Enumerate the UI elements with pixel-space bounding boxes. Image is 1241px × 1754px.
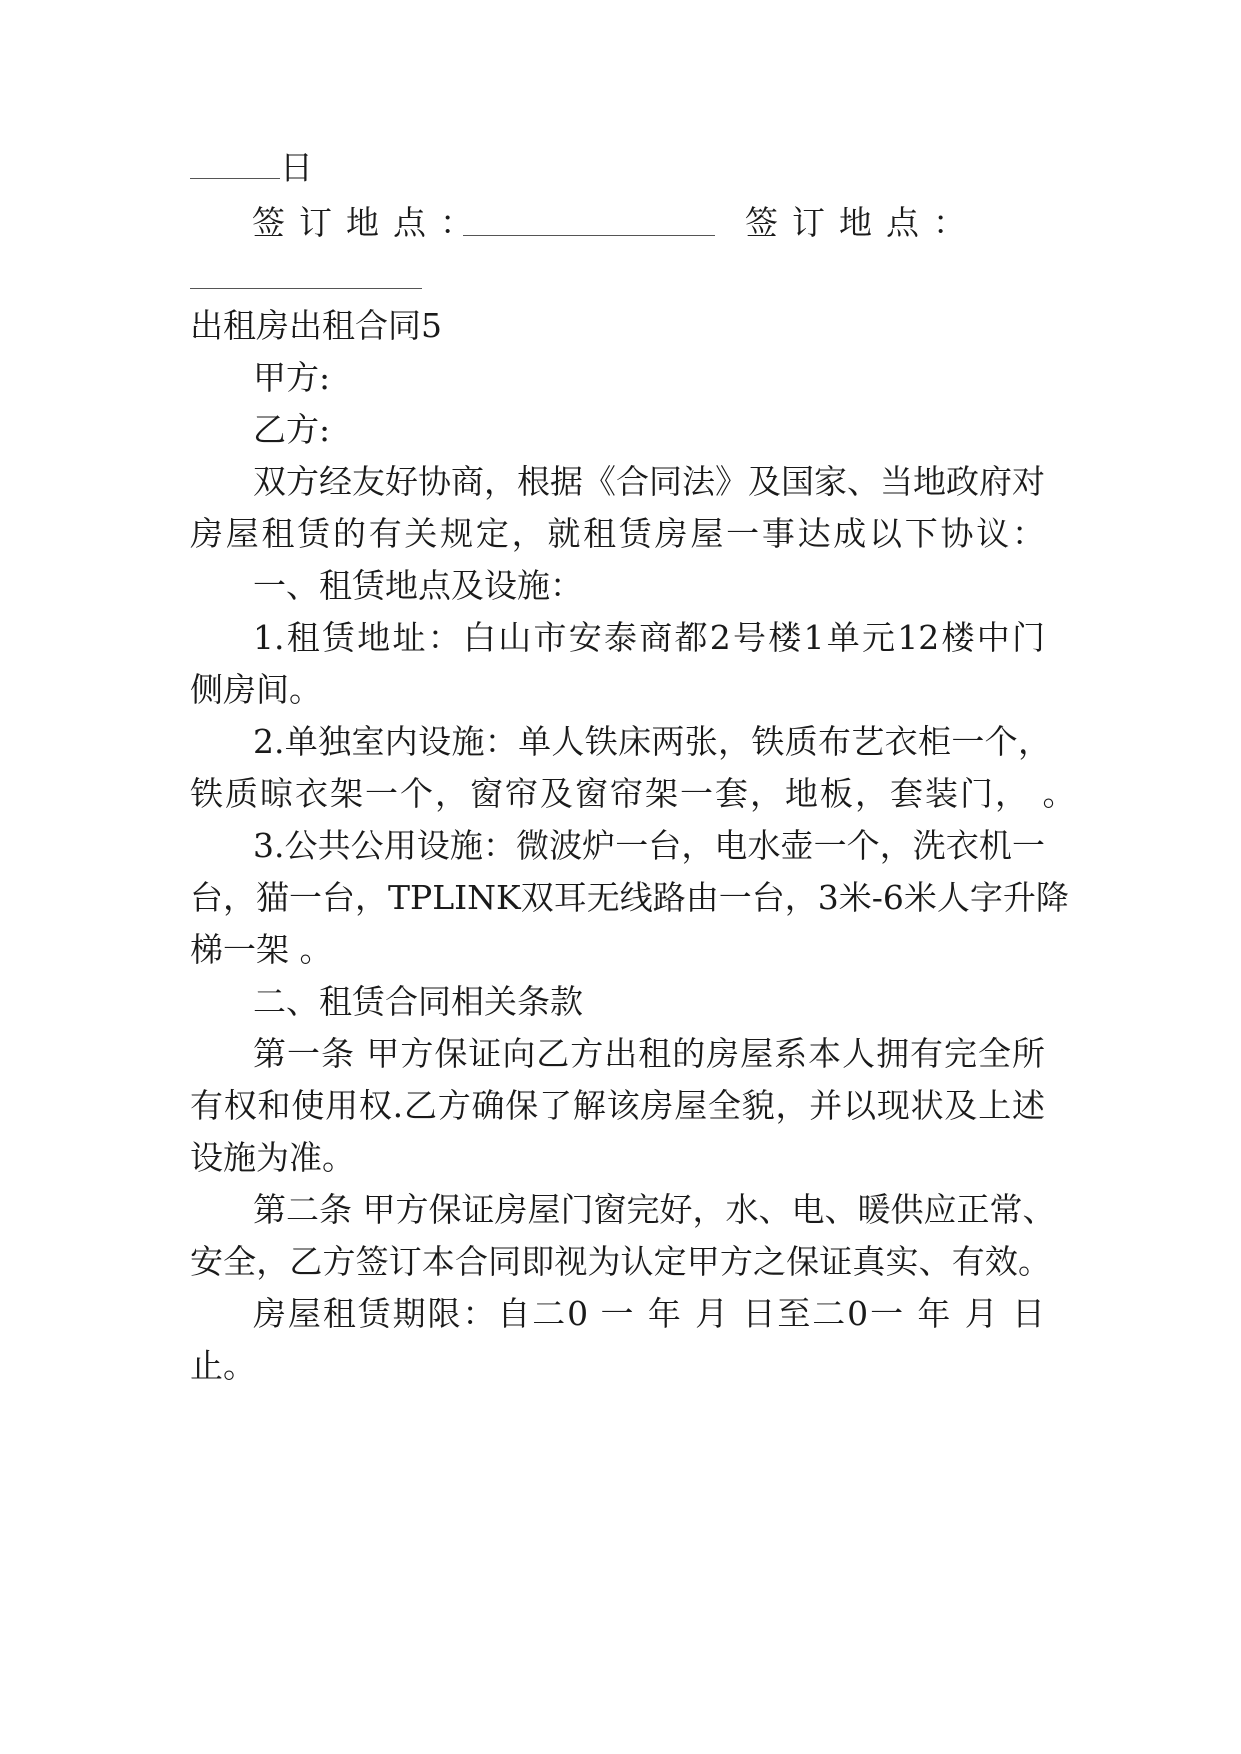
date-blank xyxy=(190,176,280,179)
day-suffix: 日 xyxy=(280,148,313,187)
contract-title: 出租房出租合同5 xyxy=(190,306,442,345)
signing-place-right-blank-line xyxy=(190,258,1241,298)
item-1-line-1: 1.租赁地址：白山市安泰商都2号楼1单元12楼中门 xyxy=(253,618,1045,657)
article-1-line-2: 有权和使用权.乙方确保了解该房屋全貌，并以现状及上述 xyxy=(190,1086,1045,1125)
item-3-line-2: 台，猫一台，TPLINK双耳无线路由一台，3米-6米人字升降 xyxy=(190,878,1069,917)
party-a: 甲方: xyxy=(253,358,331,397)
item-2-line-2: 铁质晾衣架一个，窗帘及窗帘架一套，地板，套装门， 。 xyxy=(190,774,1078,813)
article-2-line-1: 第二条 甲方保证房屋门窗完好，水、电、暖供应正常、 xyxy=(253,1190,1056,1229)
item-3-line-3: 梯一架 。 xyxy=(190,930,333,969)
section-1-title: 一、租赁地点及设施： xyxy=(253,566,583,605)
signing-place-right-blank xyxy=(190,286,422,289)
party-b: 乙方: xyxy=(253,410,331,449)
item-3-line-1: 3.公共公用设施：微波炉一台，电水壶一个，洗衣机一 xyxy=(253,826,1045,865)
item-2-line-1: 2.单独室内设施：单人铁床两张，铁质布艺衣柜一个， xyxy=(253,722,1051,761)
lease-term-line-2: 止。 xyxy=(190,1346,256,1385)
section-2-title: 二、租赁合同相关条款 xyxy=(253,982,583,1021)
lease-term-line-1: 房屋租赁期限：自二0 一 年 月 日至二0一 年 月 日 xyxy=(253,1294,1045,1333)
signing-place-left-blank xyxy=(463,233,715,236)
signing-place-left-label: 签订地点： xyxy=(252,203,487,242)
article-2-line-2: 安全，乙方签订本合同即视为认定甲方之保证真实、有效。 xyxy=(190,1242,1051,1281)
item-1-line-2: 侧房间。 xyxy=(190,670,322,709)
article-1-line-3: 设施为准。 xyxy=(190,1138,355,1177)
intro-line-2: 房屋租赁的有关规定，就租赁房屋一事达成以下协议： xyxy=(190,514,1045,553)
intro-line-1: 双方经友好协商，根据《合同法》及国家、当地政府对 xyxy=(253,462,1045,501)
article-1-line-1: 第一条 甲方保证向乙方出租的房屋系本人拥有完全所 xyxy=(253,1034,1045,1073)
signing-place-right-label: 签订地点： xyxy=(745,203,980,242)
date-line xyxy=(190,148,1241,188)
